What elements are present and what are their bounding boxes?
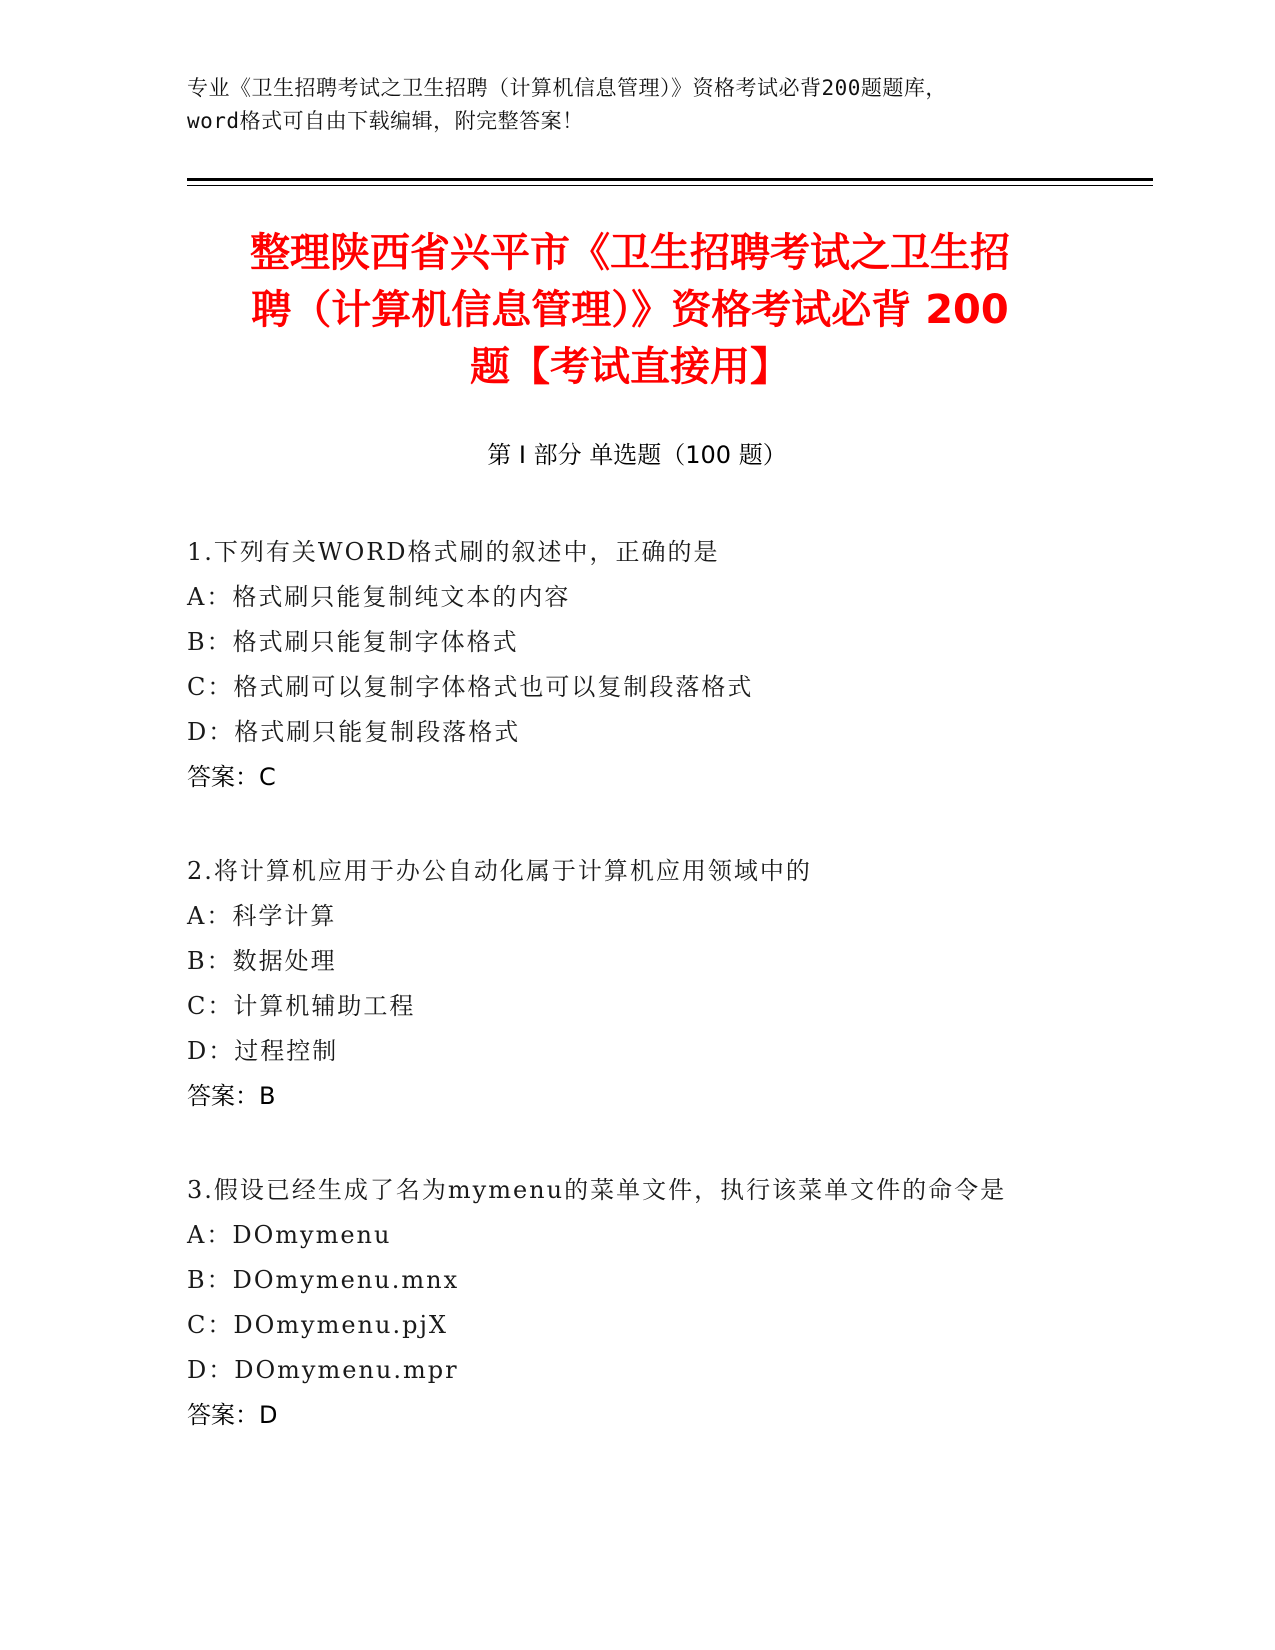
question-option: A：DOmymenu	[187, 1221, 392, 1249]
header-line-1: 专业《卫生招聘考试之卫生招聘（计算机信息管理）》资格考试必背200题题库，	[187, 76, 947, 100]
question-item	[187, 1168, 1147, 1438]
question-option: D：过程控制	[187, 1037, 339, 1065]
question-item	[187, 530, 1147, 800]
header-divider-thick	[187, 178, 1153, 181]
document-title	[180, 225, 1080, 396]
question-option: C：计算机辅助工程	[187, 992, 416, 1020]
question-option: A：格式刷只能复制纯文本的内容	[187, 583, 571, 611]
question-option: B：数据处理	[187, 947, 337, 975]
header-line-2: word格式可自由下载编辑，附完整答案！	[187, 109, 584, 133]
question-option: B：格式刷只能复制字体格式	[187, 628, 519, 656]
question-option: C：DOmymenu.pjX	[187, 1311, 448, 1339]
header-description	[187, 72, 1087, 138]
question-option: C：格式刷可以复制字体格式也可以复制段落格式	[187, 673, 754, 701]
question-option: D：格式刷只能复制段落格式	[187, 718, 521, 746]
title-line-1: 整理陕西省兴平市《卫生招聘考试之卫生招	[250, 230, 1010, 276]
question-answer: 答案：B	[187, 1082, 276, 1110]
question-answer: 答案：C	[187, 763, 276, 791]
title-line-3: 题【考试直接用】	[470, 344, 790, 390]
question-option: B：DOmymenu.mnx	[187, 1266, 460, 1294]
question-list	[187, 530, 1147, 1487]
question-option: A：科学计算	[187, 902, 337, 930]
title-line-2: 聘（计算机信息管理）》资格考试必背 200	[251, 287, 1009, 333]
question-stem: 2.将计算机应用于办公自动化属于计算机应用领域中的	[187, 857, 812, 885]
question-answer: 答案：D	[187, 1401, 278, 1429]
section-heading: 第 I 部分 单选题（100 题）	[487, 441, 787, 469]
question-item	[187, 849, 1147, 1119]
question-option: D：DOmymenu.mpr	[187, 1356, 459, 1384]
question-stem: 3.假设已经生成了名为mymenu的菜单文件，执行该菜单文件的命令是	[187, 1176, 1007, 1204]
question-stem: 1.下列有关WORD格式刷的叙述中，正确的是	[187, 538, 720, 566]
header-divider-thin	[187, 185, 1153, 186]
